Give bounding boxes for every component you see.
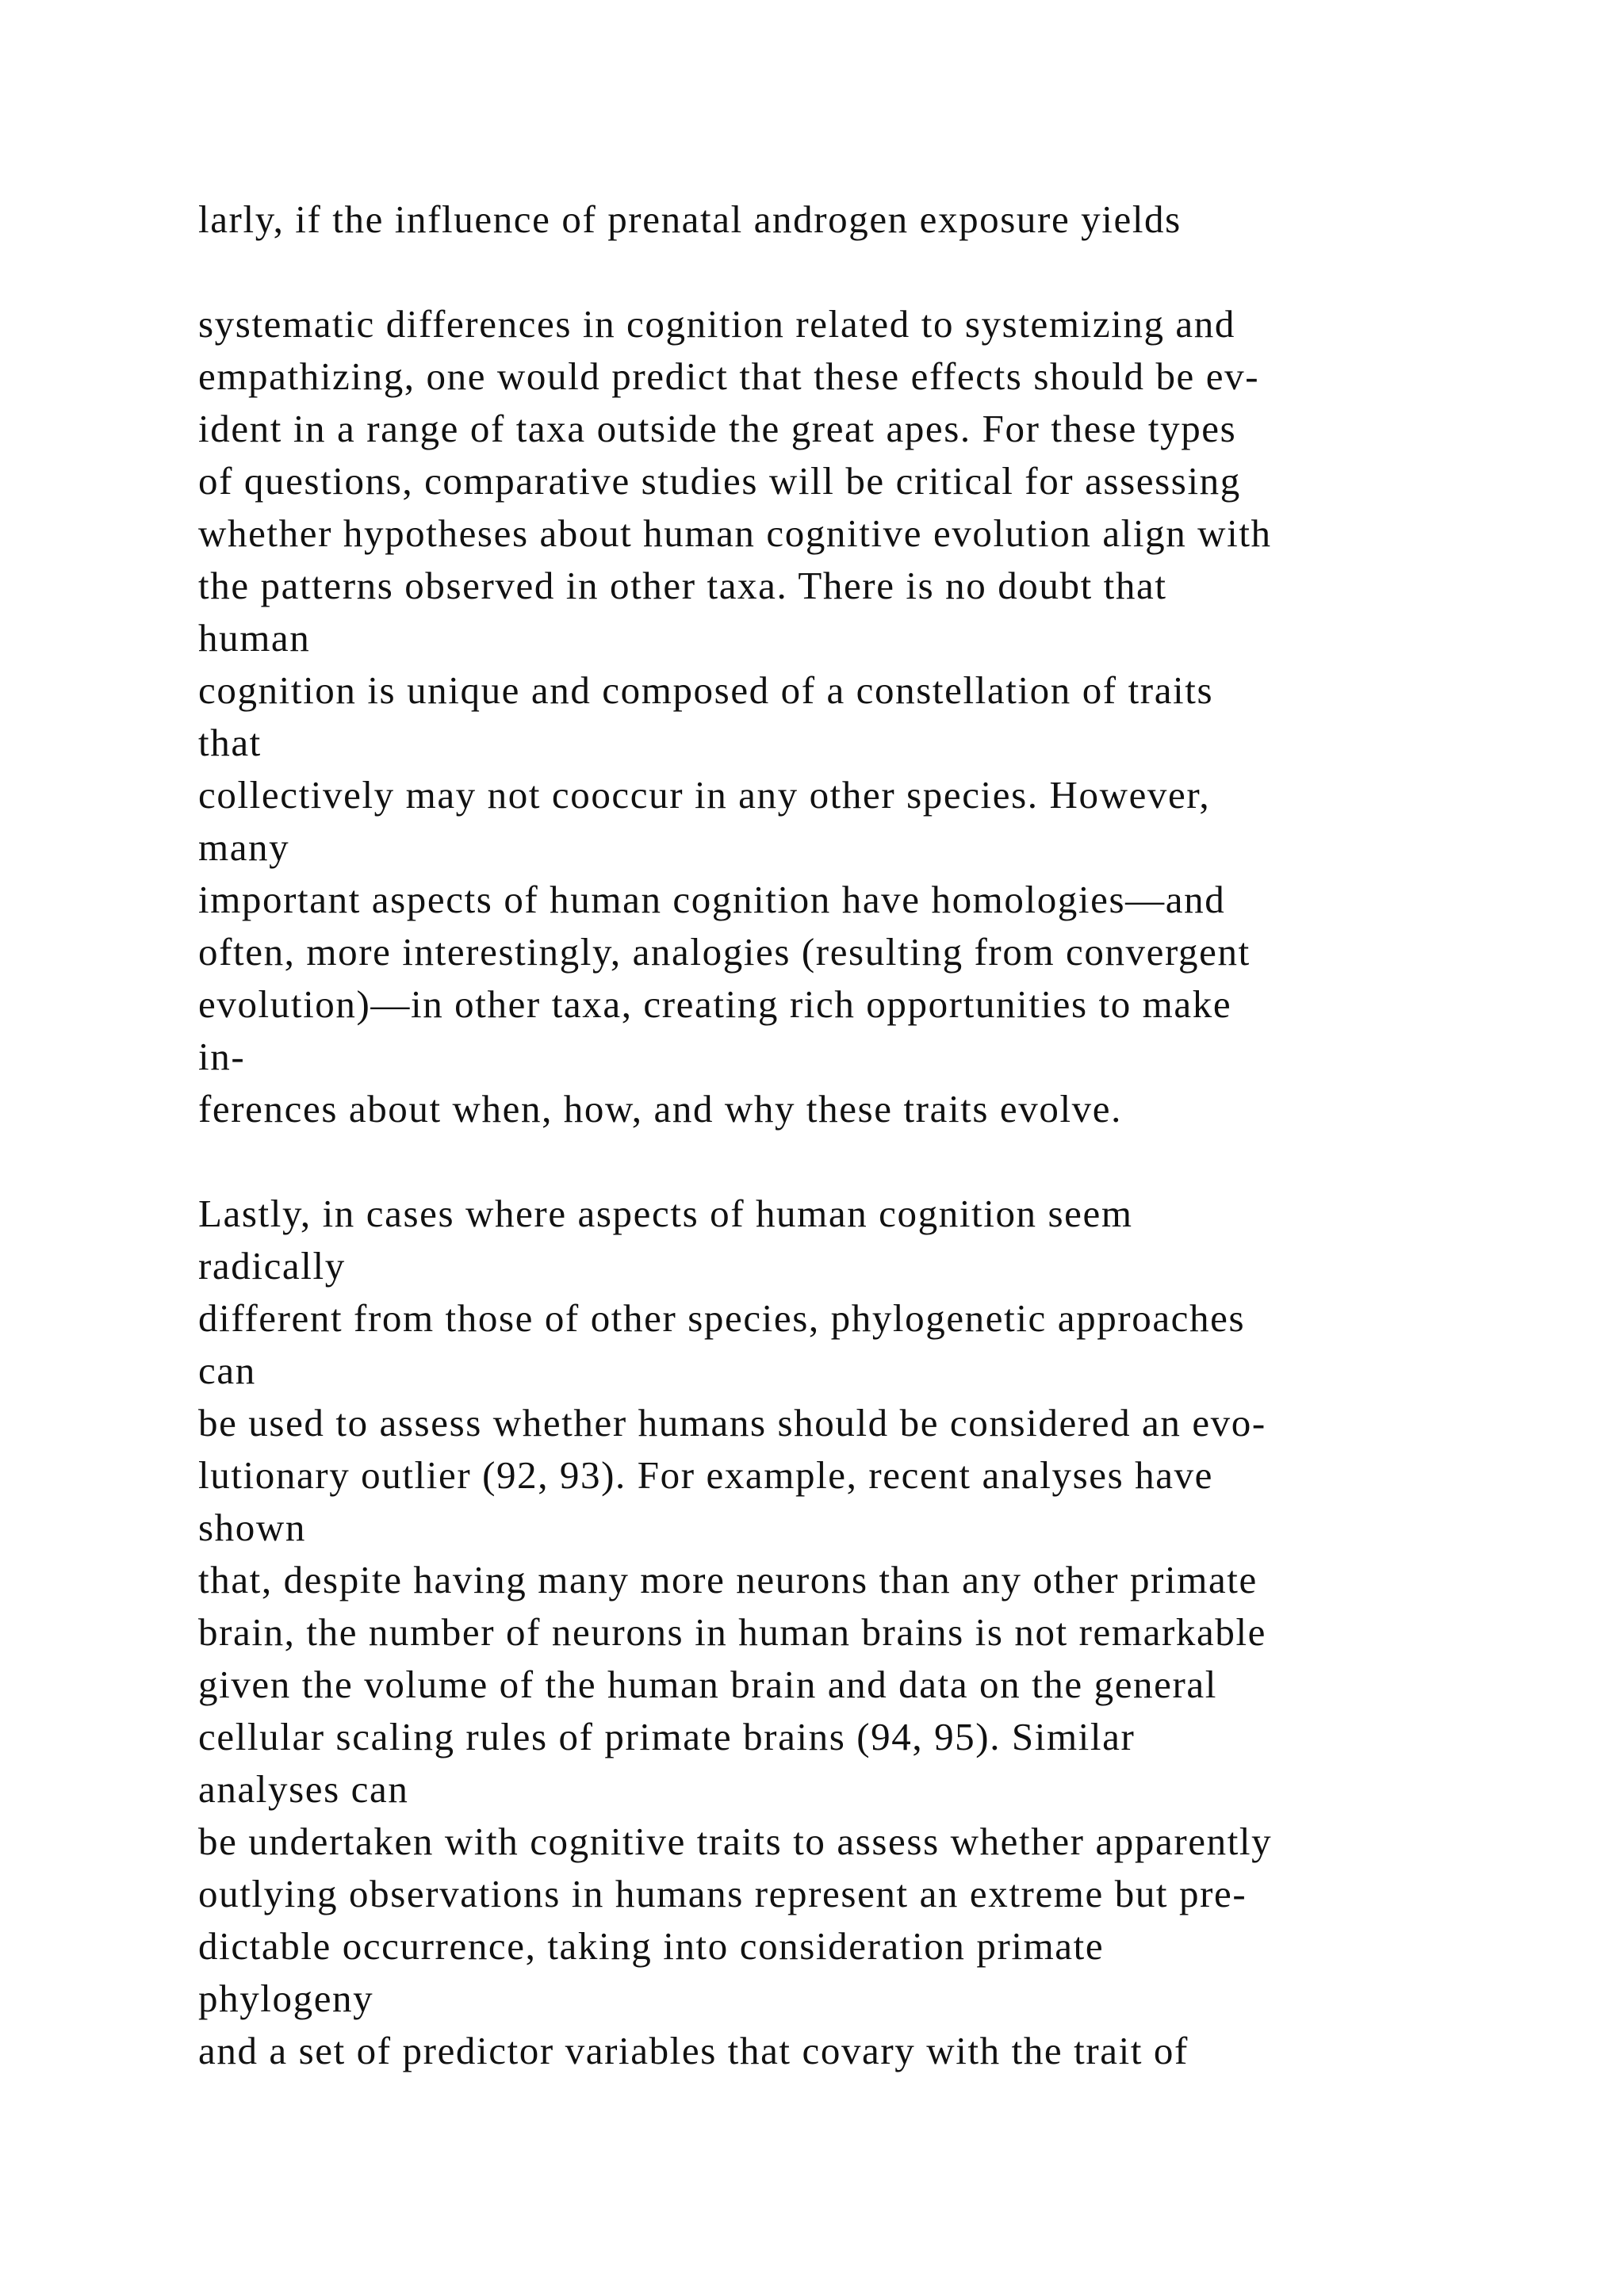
- body-text: [198, 193, 1507, 2077]
- text-line: be undertaken with cognitive traits to assess whether apparently: [198, 1820, 1273, 1863]
- text-line: the patterns observed in other taxa. There is no doubt that: [198, 564, 1167, 607]
- text-line: given the volume of the human brain and data on the general: [198, 1663, 1217, 1706]
- text-line: empathizing, one would predict that these effects should be ev-: [198, 354, 1260, 398]
- text-line: human: [198, 616, 311, 660]
- paragraph-gap: [198, 1135, 1507, 1188]
- paragraph-1: [198, 193, 1507, 246]
- paragraph-3: [198, 1188, 1507, 2077]
- text-line: evolution)—in other taxa, creating rich opportunities to make: [198, 982, 1232, 1026]
- text-line: analyses can: [198, 1767, 409, 1811]
- text-line: and a set of predictor variables that covary with the trait of: [198, 2029, 1189, 2072]
- text-line: in-: [198, 1035, 246, 1078]
- text-line: that: [198, 721, 262, 764]
- text-line: phylogeny: [198, 1976, 374, 2020]
- text-line: many: [198, 825, 290, 869]
- text-line: systematic differences in cognition related to systemizing and: [198, 302, 1235, 346]
- text-line: can: [198, 1349, 256, 1392]
- text-line: ident in a range of taxa outside the great apes. For these types: [198, 407, 1237, 450]
- text-line: brain, the number of neurons in human brains is not remarkable: [198, 1610, 1267, 1654]
- text-line: outlying observations in humans represent an extreme but pre-: [198, 1872, 1247, 1915]
- text-line: whether hypotheses about human cognitive evolution align with: [198, 511, 1272, 555]
- text-line: of questions, comparative studies will be critical for assessing: [198, 459, 1241, 503]
- text-line: collectively may not cooccur in any other species. However,: [198, 773, 1211, 817]
- text-line: cellular scaling rules of primate brains (94, 95). Similar: [198, 1715, 1136, 1758]
- paragraph-2: [198, 298, 1507, 1135]
- text-line: be used to assess whether humans should be considered an evo-: [198, 1401, 1266, 1445]
- text-line: cognition is unique and composed of a constellation of traits: [198, 668, 1214, 712]
- text-line: radically: [198, 1244, 346, 1288]
- text-line: Lastly, in cases where aspects of human cognition seem: [198, 1192, 1133, 1235]
- text-line: important aspects of human cognition have homologies—and: [198, 878, 1226, 921]
- text-line: different from those of other species, phylogenetic approaches: [198, 1296, 1246, 1340]
- text-line: ferences about when, how, and why these traits evolve.: [198, 1087, 1122, 1131]
- text-line: larly, if the influence of prenatal androgen exposure yields: [198, 197, 1182, 241]
- text-line: dictable occurrence, taking into consideration primate: [198, 1924, 1105, 1968]
- text-line: shown: [198, 1506, 306, 1549]
- paragraph-gap: [198, 246, 1507, 298]
- text-line: lutionary outlier (92, 93). For example, recent analyses have: [198, 1453, 1214, 1497]
- text-line: often, more interestingly, analogies (resulting from convergent: [198, 930, 1251, 974]
- text-line: that, despite having many more neurons than any other primate: [198, 1558, 1258, 1601]
